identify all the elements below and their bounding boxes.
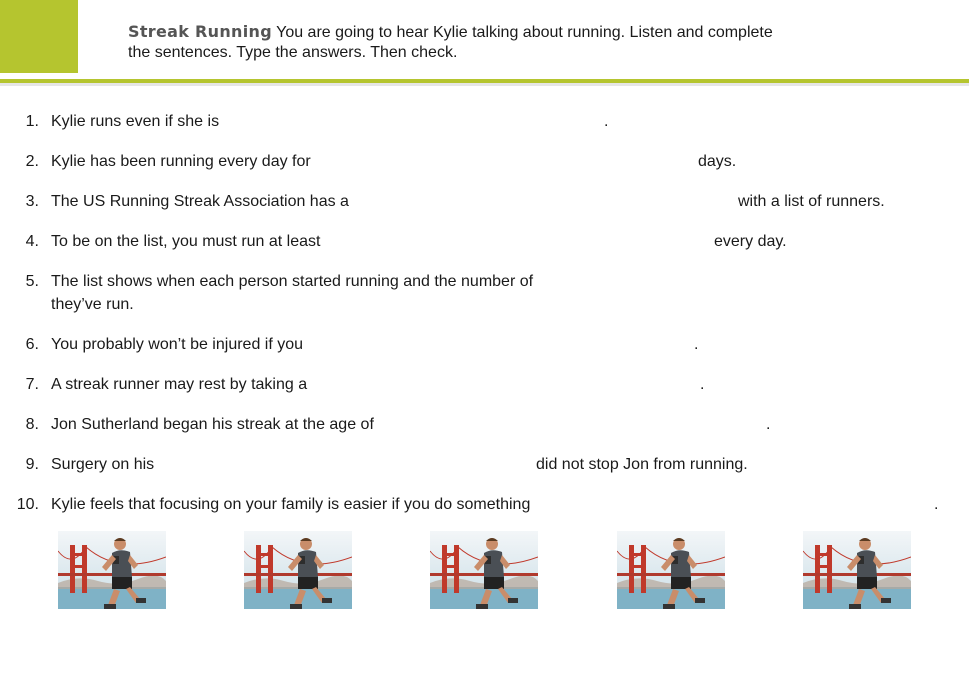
answer-input-10[interactable]: [564, 493, 934, 517]
question-text-after: did not stop Jon from running.: [536, 456, 748, 473]
answer-input-9[interactable]: [164, 453, 534, 477]
instructions-text-line2: the sentences. Type the answers. Then check.: [128, 44, 458, 61]
question-number: 5.: [25, 273, 39, 290]
runner-golden-gate-photo: [58, 531, 166, 609]
question-text-after: .: [766, 416, 771, 433]
question-text: Surgery on his: [51, 456, 155, 473]
header-accent-block: [0, 0, 78, 73]
question-number: 8.: [25, 416, 39, 433]
question-text: The list shows when each person started running and the number of: [51, 273, 534, 290]
runner-golden-gate-photo: [617, 531, 725, 609]
question-text-after: every day.: [714, 233, 787, 250]
answer-input-1[interactable]: [232, 110, 604, 134]
answer-input-4[interactable]: [344, 230, 712, 254]
question-text: Jon Sutherland began his streak at the age of: [51, 416, 374, 433]
instructions-text: You are going to hear Kylie talking about running. Listen and complete: [276, 24, 773, 41]
question-number: 10.: [16, 496, 39, 513]
question-text-after: .: [934, 496, 939, 513]
answer-input-7[interactable]: [330, 373, 700, 397]
question-text-after: .: [700, 376, 705, 393]
header-divider-shadow: [0, 83, 969, 86]
question-text-after: days.: [698, 153, 737, 170]
question-text: You probably won’t be injured if you: [51, 336, 304, 353]
question-text: Kylie has been running every day for: [51, 153, 311, 170]
answer-input-2[interactable]: [328, 150, 697, 174]
answer-input-5[interactable]: [568, 270, 942, 294]
question-number: 3.: [25, 193, 39, 210]
question-text-after: with a list of runners.: [738, 193, 885, 210]
answer-input-3[interactable]: [368, 190, 736, 214]
runner-golden-gate-photo: [244, 531, 352, 609]
question-number: 9.: [25, 456, 39, 473]
answer-input-8[interactable]: [396, 413, 766, 437]
question-text: A streak runner may rest by taking a: [51, 376, 308, 393]
question-number: 6.: [25, 336, 39, 353]
question-text: Kylie feels that focusing on your family is easier if you do something: [51, 496, 531, 513]
question-text-line2: they’ve run.: [51, 296, 134, 313]
instructions: [128, 22, 888, 63]
question-text: Kylie runs even if she is: [51, 113, 220, 130]
question-text-after: .: [694, 336, 699, 353]
activity-title: Streak Running: [128, 22, 272, 41]
question-number: 2.: [25, 153, 39, 170]
question-text: The US Running Streak Association has a: [51, 193, 349, 210]
answer-input-6[interactable]: [324, 333, 694, 357]
question-number: 4.: [25, 233, 39, 250]
question-number: 1.: [25, 113, 39, 130]
runner-golden-gate-photo: [430, 531, 538, 609]
runner-golden-gate-photo: [803, 531, 911, 609]
question-number: 7.: [25, 376, 39, 393]
question-text-after: .: [604, 113, 609, 130]
question-text: To be on the list, you must run at least: [51, 233, 321, 250]
